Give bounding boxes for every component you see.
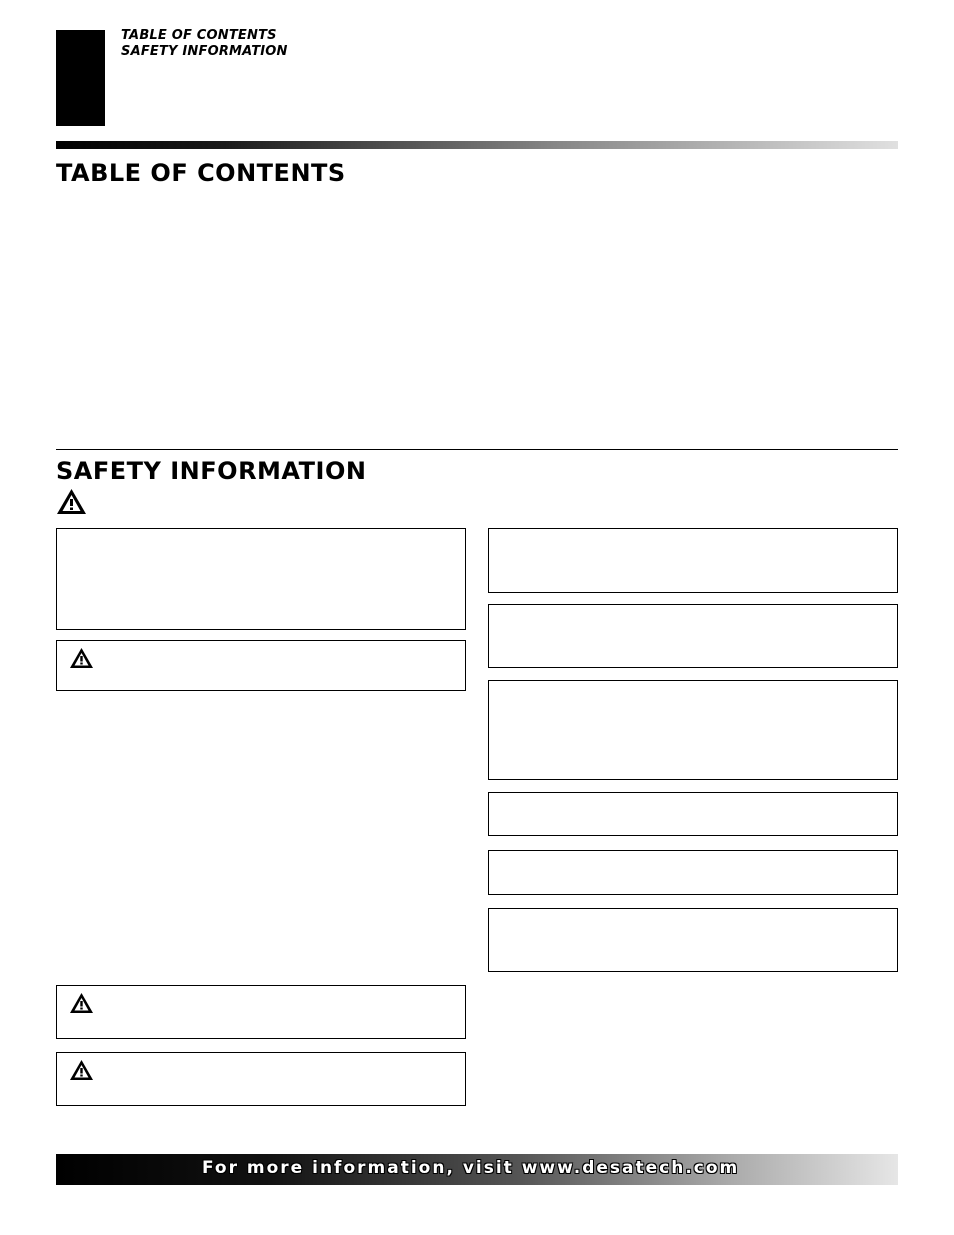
warning-triangle-icon [56, 488, 87, 515]
warning-triangle-icon [69, 647, 94, 669]
header-gradient-rule [56, 141, 898, 149]
warning-triangle-icon [69, 1059, 94, 1081]
footer-website-text: For more information, visit www.desatech.com [202, 1158, 740, 1178]
warning-triangle-icon [69, 992, 94, 1014]
safety-box-right-3 [488, 680, 898, 780]
header-line-safety: SAFETY INFORMATION [121, 44, 288, 59]
safety-box-right-2 [488, 604, 898, 668]
chapter-tab-block [56, 30, 105, 126]
safety-box-right-6 [488, 908, 898, 972]
safety-box-left-1 [56, 528, 466, 630]
safety-box-right-1 [488, 528, 898, 593]
safety-box-right-5 [488, 850, 898, 895]
warning-box-left-3 [56, 1052, 466, 1106]
toc-title: TABLE OF CONTENTS [56, 159, 346, 187]
safety-box-right-4 [488, 792, 898, 836]
safety-title: SAFETY INFORMATION [56, 457, 367, 485]
header-line-toc: TABLE OF CONTENTS [121, 28, 277, 43]
running-header [121, 28, 288, 60]
warning-box-left-1 [56, 640, 466, 691]
section-divider [56, 449, 898, 450]
warning-box-left-2 [56, 985, 466, 1039]
